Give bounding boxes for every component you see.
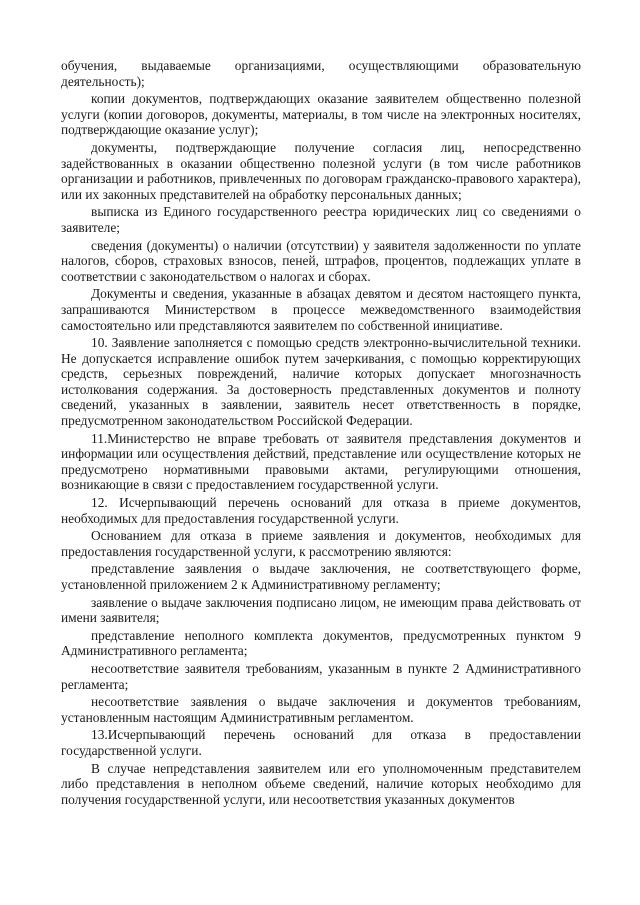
paragraph-consent-documents: документы, подтверждающие получение согласия лиц, непосредственно задействованных в оказании общественно полезной услуги (в том числе работников организации и работников, привлеченных по договорам гражданско-правового характера), или их законных представителей на обработку персональных данных; xyxy=(61,139,581,202)
paragraph-item-13: 13.Исчерпывающий перечень оснований для отказа в предоставлении государственной услуги. xyxy=(61,727,581,758)
paragraph-continuation: обучения, выдаваемые организациями, осуществляющими образовательную деятельность); xyxy=(61,58,581,89)
paragraph-service-copies: копии документов, подтверждающих оказание заявителем общественно полезной услуги (копии договоров, документы, материалы, в том числе на электронных носителях, подтверждающие оказание услуг); xyxy=(61,91,581,138)
paragraph-ground-form: представление заявления о выдаче заключения, не соответствующего форме, установленной приложением 2 к Административному регламенту; xyxy=(61,561,581,592)
paragraph-refusal-grounds: Основанием для отказа в приеме заявления и документов, необходимых для предоставления государственной услуги, к рассмотрению являются: xyxy=(61,528,581,559)
paragraph-nonsubmission: В случае непредставления заявителем или его уполномоченным представителем либо представления в неполном объеме сведений, наличие которых необходимо для получения государственной услуги, или несоответствия указанных документов xyxy=(61,760,581,807)
paragraph-ground-signature: заявление о выдаче заключения подписано лицом, не имеющим права действовать от имени заявителя; xyxy=(61,594,581,626)
paragraph-item-11: 11.Министерство не вправе требовать от заявителя представления документов и информации или осуществления действий, представление или осуществление которых не предусмотрено нормативными правовыми актами, регулирующими отношения, возникающие в связи с предоставлением государственной услуги. xyxy=(61,430,581,493)
paragraph-item-10: 10. Заявление заполняется с помощью средств электронно-вычислительной техники. Не допускается исправление ошибок путем зачеркивания, с помощью корректирующих средств, серьезных повреждений, наличие которых допускает многозначность истолкования содержания. За достоверность представленных документов и полноту сведений, указанных в заявлении, заявитель несет ответственность в порядке, предусмотренном законодательством Российской Федерации. xyxy=(61,335,581,429)
paragraph-interagency-request: Документы и сведения, указанные в абзацах девятом и десятом настоящего пункта, запрашиваются Министерством в процессе межведомственного взаимодействия самостоятельно или представляются заявителем по собственной инициативе. xyxy=(61,286,581,333)
paragraph-registry-extract: выписка из Единого государственного реестра юридических лиц со сведениями о заявителе; xyxy=(61,204,581,235)
paragraph-item-12: 12. Исчерпывающий перечень оснований для отказа в приеме документов, необходимых для предоставления государственной услуги. xyxy=(61,495,581,526)
paragraph-ground-incomplete: представление неполного комплекта документов, предусмотренных пунктом 9 Административного регламента; xyxy=(61,627,581,659)
paragraph-tax-debt-info: сведения (документы) о наличии (отсутствии) у заявителя задолженности по уплате налогов, сборов, страховых взносов, пеней, штрафов, процентов, подлежащих уплате в соответствии с законодательством о налогах и сборах. xyxy=(61,237,581,284)
paragraph-ground-requirements: несоответствие заявления о выдаче заключения и документов требованиям, установленным настоящим Административным регламентом. xyxy=(61,694,581,725)
document-page xyxy=(61,58,581,809)
paragraph-ground-applicant: несоответствие заявителя требованиям, указанным в пункте 2 Административного регламента; xyxy=(61,660,581,692)
